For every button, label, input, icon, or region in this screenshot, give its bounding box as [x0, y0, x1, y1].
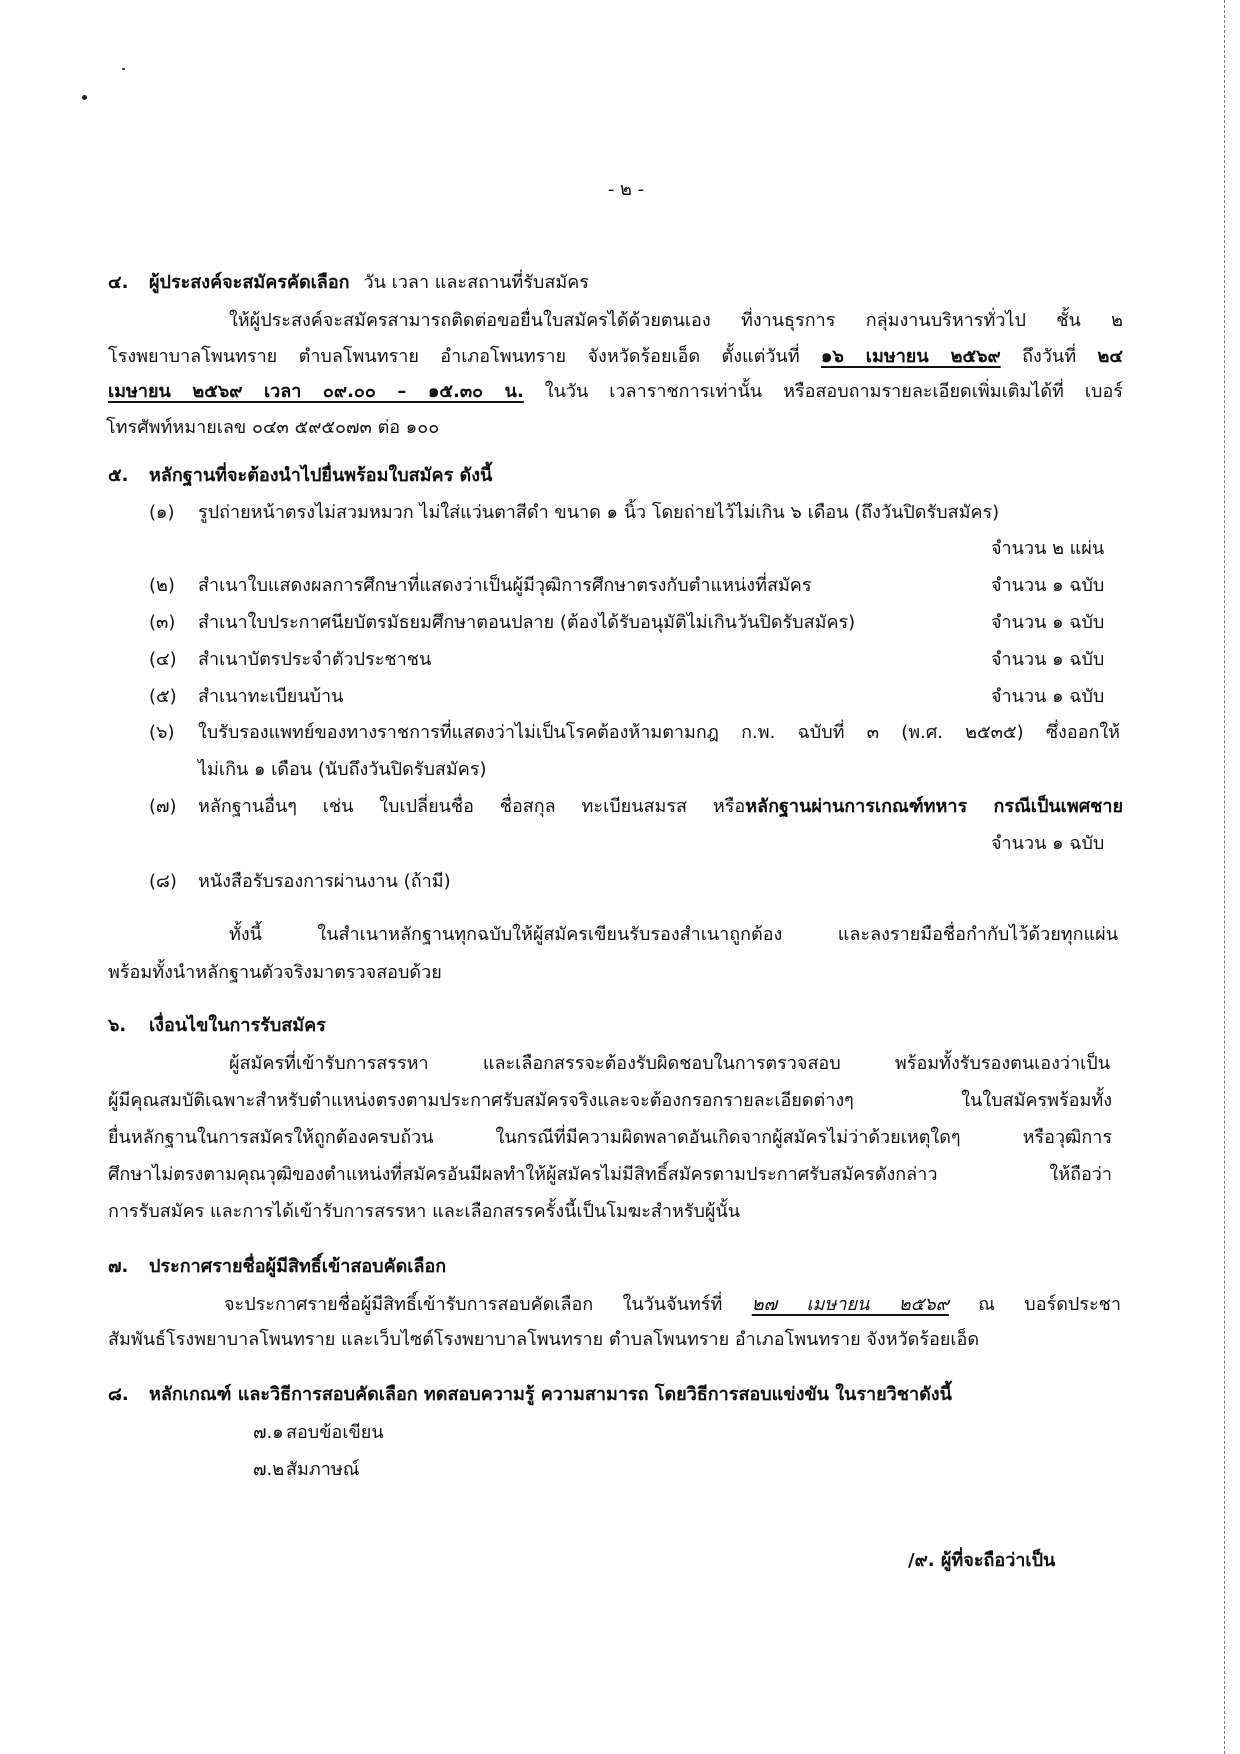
continued-on-next-page: /๙. ผู้ที่จะถือว่าเป็น: [908, 1550, 1056, 1571]
section-7-number: ๗.: [108, 1256, 129, 1277]
evidence-item-label: (๓): [149, 612, 176, 633]
evidence-note-line: พร้อมทั้งนำหลักฐานตัวจริงมาตรวจสอบด้วย: [108, 962, 442, 983]
section-6-paragraph-line: ผู้มีคุณสมบัติเฉพาะสำหรับตำแหน่งตรงตามประกาศรับสมัครจริงและจะต้องกรอกรายละเอียดต่างๆ ในใบสมัครพร้อมทั้ง: [108, 1090, 1112, 1111]
evidence-item-6: [149, 721, 1120, 745]
section-4-title-rest: วัน เวลา และสถานที่รับสมัคร: [363, 272, 589, 293]
section-6-title: เงื่อนไขในการรับสมัคร: [149, 1015, 326, 1036]
section-7-text: ณ บอร์ดประชา: [978, 1294, 1121, 1315]
evidence-item-quantity: จำนวน ๒ แผ่น: [991, 538, 1105, 559]
section-4-paragraph-line: ให้ผู้ประสงค์จะสมัครสามารถติดต่อขอยื่นใบสมัครได้ด้วยตนเอง ที่งานธุรการ กลุ่มงานบริหารทั่วไป ชั้น ๒: [229, 310, 1123, 331]
section-8-number: ๘.: [108, 1384, 129, 1405]
evidence-item-label: (๒): [149, 575, 175, 596]
section-4-paragraph-line: โทรศัพท์หมายเลข ๐๔๓ ๕๙๕๐๗๓ ต่อ ๑๐๐: [106, 417, 440, 438]
evidence-item-text: หลักฐานอื่นๆ เช่น ใบเปลี่ยนชื่อ ชื่อสกุล ทะเบียนสมรส หรือ: [198, 796, 746, 817]
evidence-item-7: [149, 795, 1123, 819]
scan-edge-line: [1224, 0, 1225, 1754]
section-4-number: ๔.: [108, 272, 129, 293]
section-4-paragraph-line: [108, 380, 1123, 404]
evidence-note-line: ทั้งนี้ ในสำเนาหลักฐานทุกฉบับให้ผู้สมัครเขียนรับรองสำเนาถูกต้อง และลงรายมือชื่อกำกับไว้ด้วยทุกแผ่น: [229, 924, 1118, 945]
application-start-date: ๑๖ เมษายน ๒๕๖๙: [821, 346, 1001, 367]
section-7-paragraph-line: [224, 1293, 1121, 1317]
evidence-item-label: (๕): [149, 686, 177, 707]
evidence-item-text: ใบรับรองแพทย์ของทางราชการที่แสดงว่าไม่เป็นโรคต้องห้ามตามกฎ ก.พ. ฉบับที่ ๓ (พ.ศ. ๒๕๓๕) ซึ่งออกให้: [198, 722, 1120, 743]
evidence-item-quantity: จำนวน ๑ ฉบับ: [991, 649, 1105, 670]
evidence-item-text: หนังสือรับรองการผ่านงาน (ถ้ามี): [198, 871, 451, 892]
scan-speck: [82, 95, 87, 100]
evidence-item-text: สำเนาทะเบียนบ้าน: [198, 686, 344, 707]
section-6-paragraph-line: การรับสมัคร และการได้เข้ารับการสรรหา และเลือกสรรครั้งนี้เป็นโมฆะสำหรับผู้นั้น: [108, 1201, 741, 1222]
section-7-heading: [108, 1255, 446, 1279]
exam-subject-number: ๗.๒: [253, 1459, 285, 1480]
section-6-number: ๖.: [108, 1015, 127, 1036]
exam-subject-text: สอบข้อเขียน: [286, 1422, 384, 1443]
evidence-item-label: (๔): [149, 649, 177, 670]
section-6-paragraph-line: ศึกษาไม่ตรงตามคุณวุฒิของตำแหน่งที่สมัครอันมีผลทำให้ผู้สมัครไม่มีสิทธิ์สมัครตามประกาศรับสมัครดังกล่าว ให้ถือว่า: [108, 1164, 1112, 1185]
section-4-text: ในวัน เวลาราชการเท่านั้น หรือสอบถามรายละเอียดเพิ่มเติมได้ที่ เบอร์: [544, 381, 1123, 402]
evidence-item-quantity: จำนวน ๑ ฉบับ: [991, 575, 1105, 596]
exam-subject-number: ๗.๑: [253, 1422, 284, 1443]
evidence-item-4: [149, 648, 431, 672]
section-7-title: ประกาศรายชื่อผู้มีสิทธิ์เข้าสอบคัดเลือก: [149, 1256, 447, 1277]
evidence-item-label: (๑): [149, 502, 175, 523]
evidence-item-quantity: จำนวน ๑ ฉบับ: [991, 833, 1105, 854]
section-4-title: ผู้ประสงค์จะสมัครคัดเลือก: [149, 272, 350, 293]
evidence-item-text: สำเนาใบแสดงผลการศึกษาที่แสดงว่าเป็นผู้มีวุฒิการศึกษาตรงกับตำแหน่งที่สมัคร: [198, 575, 812, 596]
evidence-item-text-continued: ไม่เกิน ๑ เดือน (นับถึงวันปิดรับสมัคร): [198, 759, 487, 780]
section-5-number: ๕.: [108, 465, 129, 486]
exam-subject-item: [253, 1458, 359, 1482]
evidence-item-quantity: จำนวน ๑ ฉบับ: [991, 612, 1105, 633]
evidence-item-label: (๘): [149, 871, 177, 892]
evidence-item-text: สำเนาบัตรประจำตัวประชาชน: [198, 649, 432, 670]
evidence-item-text: รูปถ่ายหน้าตรงไม่สวมหมวก ไม่ใส่แว่นตาสีดำ ขนาด ๑ นิ้ว โดยถ่ายไว้ไม่เกิน ๖ เดือน (ถึงวันปิดรับสมัคร): [198, 502, 1000, 523]
application-end-day: ๒๔: [1097, 346, 1123, 367]
evidence-item-2: [149, 574, 812, 598]
section-8-title: หลักเกณฑ์ และวิธีการสอบคัดเลือก ทดสอบความรู้ ความสามารถ โดยวิธีการสอบแข่งขัน ในรายวิชาดังนี้: [149, 1384, 952, 1405]
scan-speck: [122, 68, 125, 70]
section-4-heading: [108, 271, 589, 295]
evidence-item-5: [149, 685, 343, 709]
section-4-text: ถึงวันที่: [1022, 346, 1077, 367]
evidence-item-3: [149, 611, 855, 635]
section-4-paragraph-line: [108, 345, 1123, 369]
evidence-item-label: (๖): [149, 722, 175, 743]
section-5-title: หลักฐานที่จะต้องนำไปยื่นพร้อมใบสมัคร ดังนี้: [149, 465, 493, 486]
application-end-date-time: เมษายน ๒๕๖๙ เวลา ๐๙.๐๐ – ๑๕.๓๐ น.: [108, 381, 524, 402]
section-4-text: โรงพยาบาลโพนทราย ตำบลโพนทราย อำเภอโพนทราย จังหวัดร้อยเอ็ด ตั้งแต่วันที่: [108, 346, 800, 367]
section-6-heading: [108, 1014, 326, 1038]
section-6-paragraph-line: ยื่นหลักฐานในการสมัครให้ถูกต้องครบถ้วน ในกรณีที่มีความผิดพลาดอันเกิดจากผู้สมัครไม่ว่าด้วยเหตุใดๆ หรือวุฒิการ: [108, 1127, 1112, 1148]
military-evidence-text: หลักฐานผ่านการเกณฑ์ทหาร กรณีเป็นเพศชาย: [745, 796, 1123, 817]
exam-subject-text: สัมภาษณ์: [286, 1459, 360, 1480]
section-7-text: จะประกาศรายชื่อผู้มีสิทธิ์เข้ารับการสอบคัดเลือก ในวันจันทร์ที่: [224, 1294, 723, 1315]
section-7-paragraph-line: สัมพันธ์โรงพยาบาลโพนทราย และเว็บไซต์โรงพยาบาลโพนทราย ตำบลโพนทราย อำเภอโพนทราย จังหวัดร้อยเอ็ด: [108, 1329, 980, 1350]
evidence-item-1: [149, 501, 999, 525]
evidence-item-text: สำเนาใบประกาศนียบัตรมัธยมศึกษาตอนปลาย (ต้องได้รับอนุมัติไม่เกินวันปิดรับสมัคร): [198, 612, 856, 633]
exam-subject-item: [253, 1421, 384, 1445]
section-5-heading: [108, 464, 492, 488]
evidence-item-label: (๗): [149, 796, 177, 817]
evidence-item-8: [149, 870, 451, 894]
announcement-date: ๒๗ เมษายน ๒๕๖๙: [751, 1294, 949, 1315]
section-6-paragraph-line: ผู้สมัครที่เข้ารับการสรรหา และเลือกสรรจะต้องรับผิดชอบในการตรวจสอบ พร้อมทั้งรับรองตนเองว่าเป็น: [229, 1053, 1110, 1074]
section-8-heading: [108, 1383, 952, 1407]
evidence-item-quantity: จำนวน ๑ ฉบับ: [991, 686, 1105, 707]
page-number: - ๒ -: [607, 179, 645, 200]
